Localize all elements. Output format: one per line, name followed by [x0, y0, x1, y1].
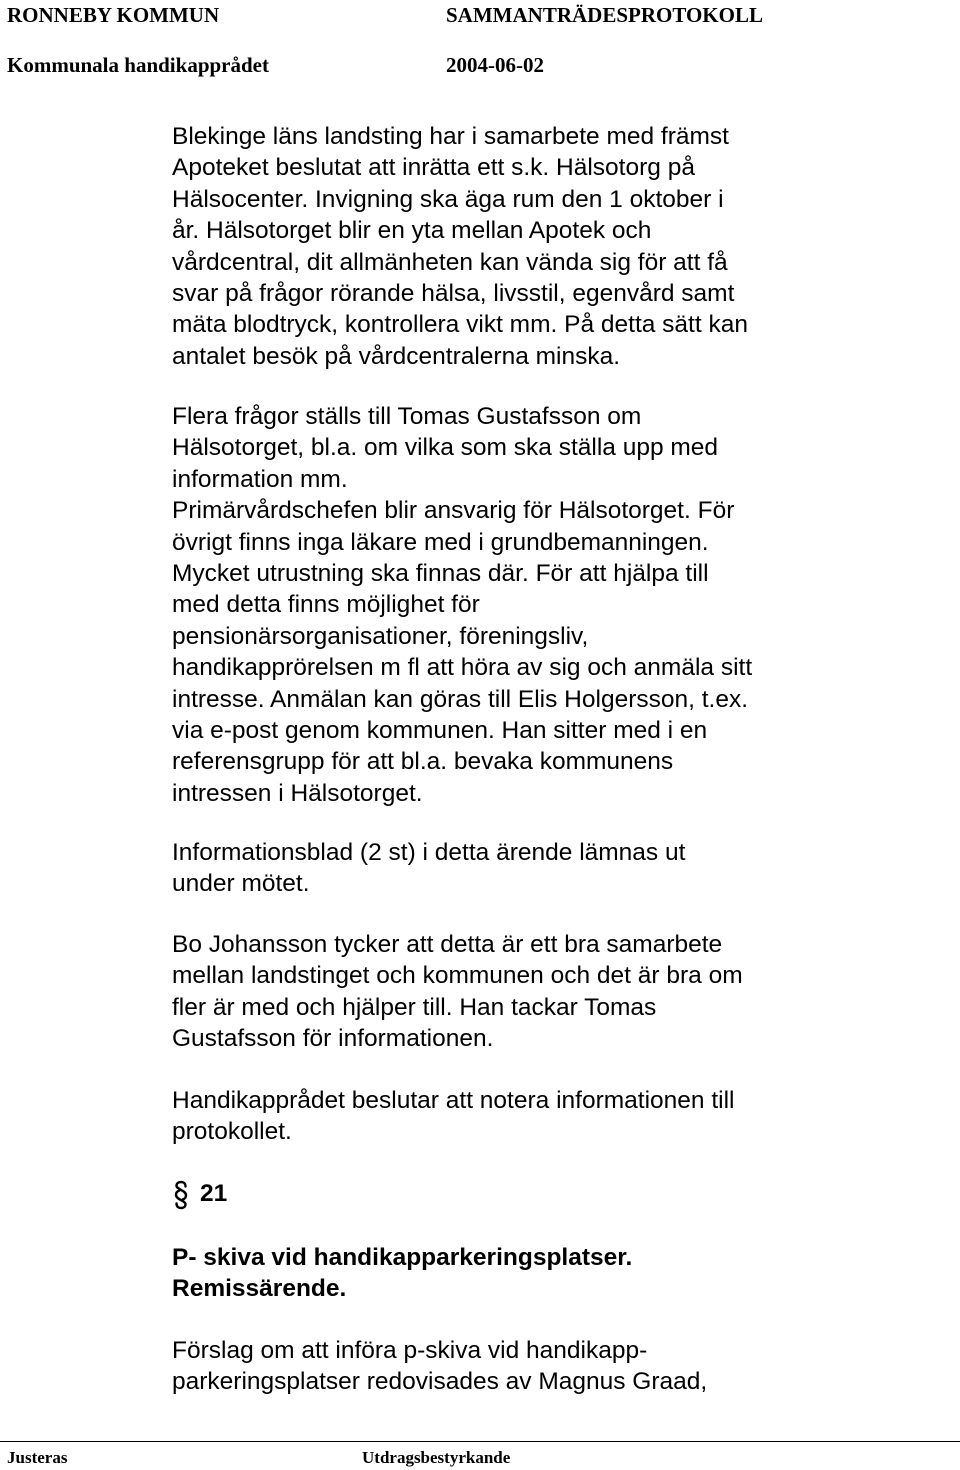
text-line: Bo Johansson tycker att detta är ett bra samarbete	[172, 931, 723, 958]
paragraph-questions	[172, 401, 932, 809]
text-line: övrigt finns inga läkare med i grundbemanningen.	[172, 528, 709, 556]
section-intro	[172, 1335, 932, 1398]
text-line: antalet besök på vårdcentralerna minska.	[172, 342, 621, 370]
text-line: Hälsocenter. Invigning ska äga rum den 1 oktober i	[172, 185, 724, 213]
text-line: svar på frågor rörande hälsa, livsstil, egenvård samt	[172, 279, 735, 307]
text-line: Primärvårdschefen blir ansvarig för Hälsotorget. För	[172, 497, 735, 525]
text-line: Mycket utrustning ska finnas där. För att hjälpa till	[172, 559, 709, 587]
footer-utdragsbestyrkande: Utdragsbestyrkande	[362, 1448, 511, 1467]
text-line: år. Hälsotorget blir en yta mellan Apotek och	[172, 217, 652, 245]
section-sign-icon	[172, 1180, 190, 1210]
text-line: pensionärsorganisationer, föreningsliv,	[172, 622, 589, 650]
text-line: Gustafsson för informationen.	[172, 1025, 494, 1053]
header-municipality: RONNEBY KOMMUN	[7, 3, 220, 27]
text-line: parkeringsplatser redovisades av Magnus Graad,	[172, 1368, 708, 1396]
text-line: information mm.	[172, 465, 348, 493]
text-line: referensgrupp för att bl.a. bevaka kommunens	[172, 748, 674, 776]
header-date: 2004-06-02	[446, 53, 544, 77]
footer-divider	[0, 1441, 960, 1442]
paragraph-informationsblad	[172, 837, 932, 900]
text-line: Blekinge läns landsting har i samarbete med främst	[172, 123, 729, 150]
footer-justeras: Justeras	[7, 1448, 68, 1467]
paragraph-halsotorg-info	[172, 121, 932, 372]
text-line: fler är med och hjälper till. Han tackar Tomas	[172, 993, 657, 1021]
section-number: 21	[200, 1180, 228, 1207]
header-committee: Kommunala handikapprådet	[7, 53, 269, 77]
section-title	[172, 1242, 932, 1305]
text-line: Förslag om att införa p-skiva vid handikapp-	[172, 1337, 648, 1364]
text-line: Informationsblad (2 st) i detta ärende lämnas ut	[172, 839, 686, 866]
paragraph-bo-johansson	[172, 929, 932, 1055]
text-line: handikapprörelsen m fl att höra av sig och anmäla sitt	[172, 654, 753, 682]
text-line: Apoteket beslutat att inrätta ett s.k. Hälsotorg på	[172, 154, 695, 182]
text-line: P- skiva vid handikapparkeringsplatser.	[172, 1244, 633, 1271]
text-line: under mötet.	[172, 870, 310, 898]
text-line: Remissärende.	[172, 1275, 347, 1303]
text-line: med detta finns möjlighet för	[172, 591, 480, 619]
text-line: mellan landstinget och kommunen och det är bra om	[172, 962, 743, 990]
header-document-type: SAMMANTRÄDESPROTOKOLL	[446, 3, 763, 27]
text-line: Handikapprådet beslutar att notera informationen till	[172, 1087, 735, 1114]
text-line: intresse. Anmälan kan göras till Elis Holgersson, t.ex.	[172, 685, 749, 713]
text-line: mäta blodtryck, kontrollera vikt mm. På detta sätt kan	[172, 311, 748, 339]
text-line: via e-post genom kommunen. Han sitter med i en	[172, 716, 708, 744]
text-line: intressen i Hälsotorget.	[172, 779, 423, 807]
text-line: Flera frågor ställs till Tomas Gustafsson om	[172, 403, 642, 430]
paragraph-decision	[172, 1085, 932, 1148]
text-line: protokollet.	[172, 1118, 292, 1146]
text-line: vårdcentral, dit allmänheten kan vända sig för att få	[172, 248, 728, 276]
section-heading	[172, 1178, 227, 1210]
text-line: Hälsotorget, bl.a. om vilka som ska ställa upp med	[172, 434, 719, 462]
